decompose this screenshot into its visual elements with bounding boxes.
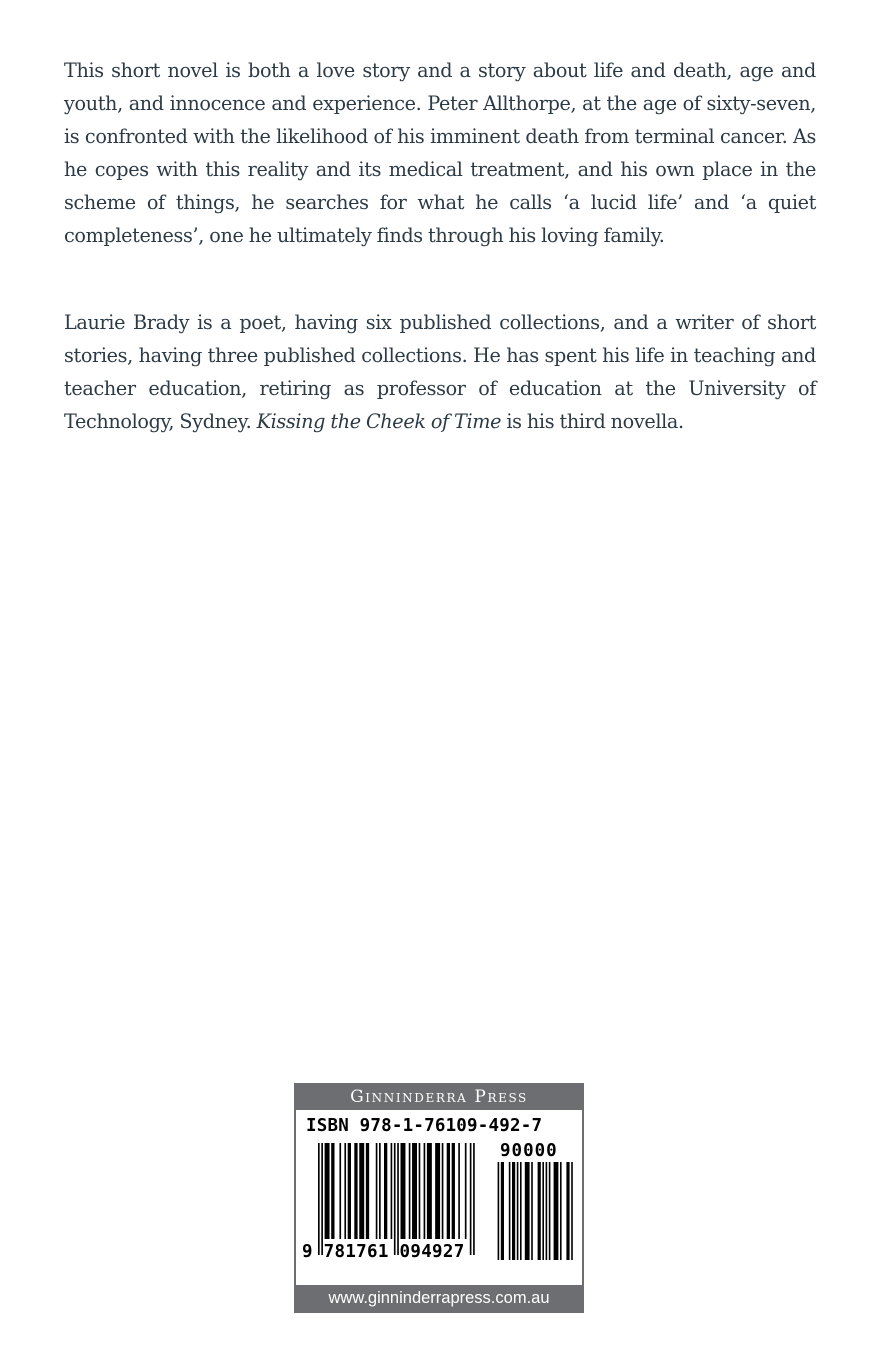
isbn-barcode-box	[294, 1083, 584, 1313]
barcode-bar	[366, 1143, 369, 1239]
addon-digits: 90000	[500, 1141, 558, 1161]
barcode-bar	[465, 1143, 467, 1239]
barcode-bar	[442, 1143, 444, 1239]
barcode-bar	[344, 1143, 346, 1239]
publisher-url: www.ginninderrapress.com.au	[296, 1285, 582, 1311]
addon-bar	[546, 1162, 548, 1260]
barcode-bar	[376, 1143, 378, 1239]
barcode-bar	[331, 1143, 334, 1239]
book-blurb: This short novel is both a love story and a story about life and death, age and youth, and innocence and experience. Peter Allthorpe, at the age of sixty-seven, is confronted with the likelihood of his imminent death from terminal cancer. As he copes with this reality and its medical treatment, and his own place in the scheme of things, he searches for what he calls ‘a lucid life’ and ‘a quiet completeness’, one he ultimately finds through his loving family.	[64, 59, 816, 247]
barcode-bar	[354, 1143, 357, 1239]
addon-bar	[538, 1162, 541, 1260]
barcode-bar	[348, 1143, 351, 1239]
addon-bar	[571, 1162, 573, 1260]
author-bio	[64, 306, 816, 438]
addon-bar	[560, 1162, 562, 1260]
isbn-number: ISBN 978-1-76109-492-7	[306, 1116, 543, 1136]
barcode-bar	[379, 1143, 381, 1239]
barcode-bar	[401, 1143, 406, 1239]
barcode-guard-bar	[318, 1143, 320, 1255]
barcode-bar	[412, 1143, 417, 1239]
barcode-bar	[391, 1143, 393, 1239]
addon-barcode	[496, 1162, 576, 1260]
barcode-bar	[424, 1143, 426, 1239]
book-title: Kissing the Cheek of Time	[256, 410, 502, 433]
barcode-bar	[419, 1143, 421, 1239]
addon-bar	[520, 1162, 522, 1260]
addon-bar	[525, 1162, 530, 1260]
barcode-bar	[452, 1143, 455, 1239]
barcode-guard-bar	[321, 1143, 323, 1255]
addon-bar	[501, 1162, 504, 1260]
author-bio-ending: is his third novella.	[501, 410, 684, 433]
addon-bar	[549, 1162, 551, 1260]
barcode-bar	[435, 1143, 440, 1239]
addon-bar	[498, 1162, 500, 1260]
barcode-bar	[458, 1143, 460, 1239]
barcode-bar	[325, 1143, 330, 1239]
barcode-bar	[339, 1143, 341, 1239]
author-bio-text: Laurie Brady is a poet, having six published collections, and a writer of short stories, having three published collections. He has spent his life in teaching and teacher education, retiring as professor of education at the University of Technology, Sydney.	[64, 311, 816, 433]
addon-bar	[509, 1162, 511, 1260]
barcode-guard-bar	[397, 1143, 399, 1255]
barcode-bar	[384, 1143, 387, 1239]
publisher-name: Ginninderra Press	[296, 1085, 582, 1110]
barcode-bar	[427, 1143, 432, 1239]
barcode-guard-bar	[470, 1143, 472, 1255]
barcode-bar	[447, 1143, 450, 1239]
barcode-bar	[359, 1143, 364, 1239]
addon-bar	[554, 1162, 559, 1260]
barcode-bar	[409, 1143, 411, 1239]
ean-barcode	[318, 1143, 486, 1255]
ean-digits: 9 781761 094927	[302, 1242, 465, 1262]
addon-bar	[531, 1162, 533, 1260]
addon-bar	[517, 1162, 519, 1260]
barcode-guard-bar	[473, 1143, 475, 1255]
addon-bar	[542, 1162, 544, 1260]
addon-bar	[566, 1162, 569, 1260]
barcode-guard-bar	[394, 1143, 396, 1255]
addon-bar	[512, 1162, 515, 1260]
